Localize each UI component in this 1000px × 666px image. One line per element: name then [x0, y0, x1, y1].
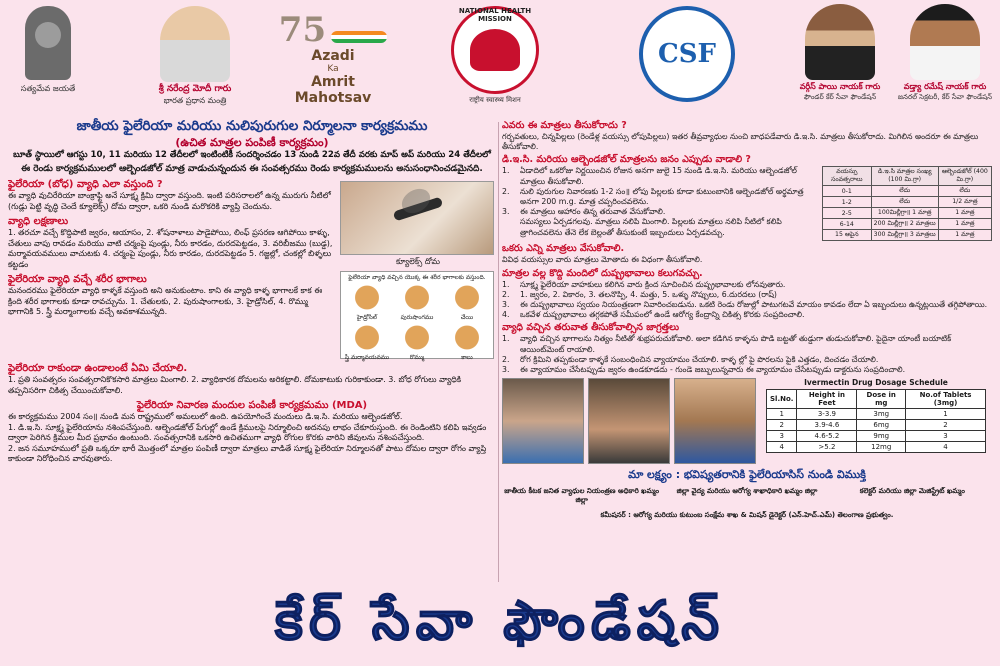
person2-portrait	[910, 4, 980, 80]
leg-image	[443, 324, 491, 354]
person1-name: వర్గీస్‌ పాయి నాయక్‌ గారు	[799, 82, 881, 91]
mosquito-image	[340, 181, 494, 255]
officer-2: జిల్లా వైద్య మరియు ఆరోగ్య శాఖాధికారి ఖమ్మం జిల్లా	[676, 487, 818, 496]
list-item: 2. నులి పురుగుల నివారణకు 1-2 సం॥ లోపు పిల్లలకు కూడా కుటుంబానికి ఆల్బెండజోల్‌ అర్థమాత్ర అనగా 200 m.g. మాత్ర చప్పరించవలెను.	[502, 186, 804, 207]
part-label-3: చేయి	[460, 314, 474, 321]
penis-image	[393, 284, 441, 314]
table-row: 6-14 200 మిల్లీగ్రా॥ 2 మాత్రలు 1 మాత్ర	[823, 219, 992, 230]
azadi-line3: Amrit Mahotsav	[294, 74, 372, 106]
section-heading-how: ఫైలేరియా (బోధ) వ్యాధి ఎలా వస్తుంది ?	[8, 179, 163, 190]
person2-block	[895, 4, 995, 116]
list-item: 1. సూక్ష్మ ఫైలేరియా వాహకులు కలిగిన వారు క్రింద సూచించిన దుష్ప్రభావాలకు లోనవుతారు.	[502, 279, 786, 289]
table-row: 1 3-3.9 3mg 1	[767, 409, 986, 420]
body-parts-image	[340, 271, 494, 359]
list-when	[502, 166, 816, 241]
nhm-caption: राष्ट्रीय स्वास्थ्य मिशन	[469, 96, 521, 104]
section-text-how: ఈ వ్యాధి వుచిరేరియా బాంక్రాఫ్టి అనే సూక్ష్మ క్రిమి ద్వారా వస్తుంది. ఇంటి పరిసరాలలో ఉన్న మురుగు నీటిలో (గుడ్లు పెట్టి వృద్ధి చెందే క్యూలెక్స్‌) దోమ ద్వారా, ఒకరి నుండి మరొకరికి వ్యాప్తి చెందును.	[8, 191, 331, 211]
commissioner-line: కమీషనర్‌ : ఆరోగ్య మరియు కుటుంబ సంక్షేమ శాఖ & మిషన్‌ డైరెక్టర్‌ (ఎన్‌.హెచ్‌.ఎమ్‌) తెలంగాణ ప్రభుత్వం.	[600, 511, 894, 520]
azadi-logo	[278, 12, 388, 108]
list-item: 1. ఏడాదిలో ఒకరోజు నిర్ణయించిన రోజున అనగా జులై 15 నుండి డి.ఇ.సి. మరియు ఆల్బెండజోల్‌ మాత్రలు తీసుకోవాలి.	[502, 166, 797, 186]
heading-precautions: వ్యాధి వచ్చిన తరువాత తీసుకోవాల్సిన జాగ్రత్తలు	[502, 322, 680, 334]
section-text-mda-2: 2. జన సమూహములో ప్రతి ఒక్కరూ భారీ మొత్తంలో మాత్రల పంపిణీ ద్వారా మాత్రలు వాడితే సూక్ష్మ ఫైలేరియా నిర్మూలనతో పాటు దోమల ద్వారా రోగం వ్యాప్తి కాకుండా నిరోధించిన వారవుతారు.	[8, 443, 487, 463]
section-heading-prevention: ఫైలేరియా రాకుండా ఉండాలంటే ఏమి చేయాలి.	[8, 363, 188, 374]
pm-name: శ్రీ నరేంద్ర మోదీ గారు	[158, 84, 232, 94]
tricolor-flag-icon	[331, 31, 387, 43]
intro-note: ఈ రెండు కార్యక్రమములలో ఆల్బెండజోల్‌ మాత్ర వాడుచున్నందున ఈ సంవత్సరము రెండు కార్యక్రమములను అనుసంధానించడమైనది.	[21, 164, 483, 174]
person2-title: జనరల్‌ సెక్రటరీ, కేర్‌ సేవా ఫౌండేషన్‌	[897, 93, 993, 101]
section-text-symptoms: 1. తరచూ వచ్చే కొద్దిపాటి జ్వరం, ఆయాసం, 2. శోషనాళాలు పాడైపోయి, లింఫ్‌ ప్రసరణ ఆగిపోయి కాళ్ళు, చేతులు వాపు రావడం మరియు వాటి చర్మంపై పుండ్లు, నీరు కారడం, దురదపెట్టడం, 3. వరిబీజము (బుడ్డ), మర్మావయవములు వాచుటకు 4. చర్మంపై పుండ్లు, నీరు కారడం, దురదపెట్టడం 5. గజ్జల్లో, చంకల్లో బిళ్ళలు కట్టడం	[8, 228, 333, 269]
pm-portrait	[160, 6, 230, 82]
list-item: 3. ఈ వ్యాయామం చేసేటప్పుడు జ్వరం ఉండకూడదు - గుండె జబ్బులున్నవారు ఈ వ్యాయామం చేసేటప్పుడు డాక్టరును సంప్రదించాలి.	[502, 365, 906, 375]
list-precautions	[502, 334, 992, 375]
table-row: 2-5 100మిల్లీగ్రా॥ 1 మాత్ర 1 మాత్ర	[823, 208, 992, 219]
national-emblem	[18, 6, 78, 106]
nhm-label: NATIONAL HEALTH MISSION	[458, 7, 532, 23]
azadi-line2: Ka	[327, 64, 339, 74]
nhm-logo	[440, 6, 550, 114]
heading-how-many: ఒకరు ఎన్ని మాత్రలు వేసుకోవాలి.	[502, 243, 625, 255]
section-heading-symptoms: వ్యాధి లక్షణాలు	[8, 216, 69, 227]
foundation-name: కేర్‌ సేవా ఫౌండేషన్‌	[274, 588, 726, 652]
officer-1: జాతీయ కీటక జనిత వ్యాధుల నియంత్రణ అధికారి ఖమ్మం జిల్లా	[504, 487, 660, 505]
ivermectin-schedule	[766, 378, 986, 464]
table-row: 1-2 లేదు 1/2 మాత్ర	[823, 197, 992, 208]
part-label-5: రొమ్ము	[409, 354, 425, 361]
part-label-2: పురుషాంగము	[400, 314, 434, 321]
right-column	[502, 118, 992, 588]
family-icon	[470, 29, 520, 71]
mosquito-caption: క్యూలెక్స్‌ దోమ	[395, 257, 441, 266]
table-row: 4 >5.2 12mg 4	[767, 442, 986, 453]
emblem-caption: సత్యమేవ జయతే	[20, 84, 76, 93]
person1-block	[790, 4, 890, 116]
officer-3: కలెక్టర్‌ మరియు జిల్లా మెజిస్ట్రేట్‌ ఖమ్మం	[859, 487, 965, 496]
ivermectin-table: Sl.No. Height in Feet Dose in mg No.of Tablets (3mg) 1 3-3.9 3mg 1 2 3.9-4.6 6mg 2 3 4.6-5.2 9mg 3 4 >5.2 12mg 4	[766, 389, 986, 453]
patient-photo-1	[502, 378, 584, 464]
list-item: 3. ఈ దుష్ప్రభావాలు స్వయం నియంత్రణగా నివారించబడును. ఒకటి రెండు రోజుల్లో పాటుగటవే మాయం కావడం లేదా ఏ ఇబ్బందులు ఉన్నట్లయితే తగ్గిపోతాయి.	[502, 300, 988, 310]
csf-logo	[632, 6, 742, 114]
table-row: 0-1 లేదు లేదు	[823, 186, 992, 197]
dose-header: ఆల్బెండజోల్‌ (400 మి.గ్రా)	[938, 167, 991, 186]
table-row: 15 ఆపైన 300 మిల్లీగ్రా॥ 3 మాత్రలు 1 మాత్ర	[823, 230, 992, 241]
patient-photo-3	[674, 378, 756, 464]
footer-banner	[0, 588, 1000, 666]
officers-row	[502, 487, 992, 505]
photos-row	[502, 378, 992, 464]
main-title: జాతీయ ఫైలేరియా మరియు నులిపురుగుల నిర్మూలనా కార్యక్రమము	[76, 118, 428, 134]
person2-name: వడ్త్యా రమేష్‌ నాయక్‌ గారు	[903, 82, 987, 91]
section-text-prevention: 1. ప్రతి సంవత్సరం సంవత్సరానికొకసారి మాత్రలు మింగాలి. 2. వ్యాధికారక దోమలను అరికట్టాలి. దోమకాటుకు గురికాకుండా. 3. బోధ రోగులు వ్యాధికి తప్పనిసరిగా చికిత్స చేయించుకోవాలి.	[8, 375, 461, 395]
part-label-4: స్త్రీ మర్మావయవము	[344, 354, 390, 361]
text-who-not: గర్భవతులు, చిన్నపిల్లలు (రెండేళ్ల వయస్సు లోపుపిల్లలు) ఇతర తీవ్రవ్యాధుల నుంచి బాధపడేవారు డి.ఇ.సి. మాత్రలు తీసుకోరాదు. మిగిలిన అందరూ ఈ మాత్రలు తీసుకోవాలి.	[502, 132, 979, 152]
heading-when: డి.ఇ.సి. మరియు ఆల్బెండజోల్‌ మాత్రలను జనం ఎప్పుడు వాడాలి ?	[502, 154, 751, 166]
female-genital-image	[343, 324, 391, 354]
list-item: 2. 1. జ్వరం, 2. వికారం, 3. తలనొప్పి, 4. మత్తు, 5. ఒళ్ళు నొప్పులు, 6.దురదలు (రాష్‌)	[502, 289, 777, 299]
section-row-1	[8, 175, 496, 359]
ivermectin-title: Ivermectin Drug Dosage Schedule	[804, 378, 948, 388]
section-text-mda-1: 1. డి.ఇ.సి. సూక్ష్మ ఫైలేరియాను నశింపచేస్తుంది. ఆల్బెండజోల్‌ పేగుల్లో ఉండే క్రిములపై నిర్మూలించి అదనపు లాభం చేకూరుస్తుంది. ఈ రెండింటిని కలిపి ఇవ్వడం ద్వారా పెరిగిన క్రిముల మీద ప్రభావం ఉంటుంది. సంవత్సరానికి ఒకసారి ఉచితముగా వ్యాధి రోగుల కొరకు వారిని జీవులను నశింపచేస్తుంది.	[8, 422, 487, 442]
emblem-icon	[25, 6, 71, 80]
nhm-ring	[451, 6, 539, 94]
section-text-body-parts: మనందరము ఫైలేరియా వ్యాధి కాళ్ళకే వస్తుంది అని అనుకుంటాం. కాని ఈ వ్యాధి కాళ్ళ భాగాలకే కాక ఈ క్రింది శరీర భాగాలకు కూడా రావచ్చును. 1. చేతులకు, 2. పురుషాంగాలకు, 3. హైడ్రోసిల్‌, 4. రొమ్ము భాగానికి 5. స్త్రీ మర్మాంగాలకు వచ్చే అవకాశమున్నది.	[8, 286, 323, 316]
person1-title: ఫౌండర్‌ కేర్‌ సేవా ఫౌండేషన్‌	[803, 93, 877, 101]
dose-header: వయస్సు సంవత్సరాలు	[823, 167, 872, 186]
table-row: 3 4.6-5.2 9mg 3	[767, 431, 986, 442]
pm-title: భారత ప్రధాన మంత్రి	[163, 96, 227, 105]
heading-who-not: ఎవరు ఈ మాత్రలు తీసుకోరాదు ?	[502, 120, 627, 131]
pm-photo-block	[150, 6, 240, 118]
section-heading-mda: ఫైలేరియా నివారణ మందుల పంపిణీ కార్యక్రమము (MDA)	[136, 400, 368, 411]
list-item: 4. ఒకవేళ దుష్ప్రభావాలు తగ్గకపోతే సమీపంలో ఉండే ఆరోగ్య కేంద్రాన్ని చికిత్స కొరకు సంప్రదించాలి.	[502, 310, 805, 320]
breast-image	[393, 324, 441, 354]
hydrocele-image	[343, 284, 391, 314]
list-item: సమస్యలు ఏర్పడగలవు. మాత్రలు నలిపి మింగాలి. పిల్లలకు మాత్రలు నలిపి నీటిలో కలిపి త్రాగించవలెను తేనె లేక బెల్లంతో తీసుకుంటే ఇబ్బందులు ఏర్పడవచ్చు.	[520, 217, 782, 237]
person1-portrait	[805, 4, 875, 80]
list-side-effects	[502, 280, 992, 321]
list-item: 2. రోగ క్రిమిని తప్పకుండా కాళ్ళకే సంబంధించిన వ్యాయామం చేయాలి. కాళ్ళ ల్లో పై పొరలను పైకి ఎత్తడం, దించడం చేయాలి.	[502, 354, 879, 364]
intro-dates: బూత్‌ స్థాయిలో ఆగస్టు 10, 11 మరియు 12 తేదీలలో ఇంటింటికీ సందర్శించడం 13 నుండి 22వ తేదీ వరకు మాప్‌ అప్‌ మరియు 24 తేదీలలో	[13, 150, 491, 160]
table-row: 2 3.9-4.6 6mg 2	[767, 420, 986, 431]
csf-label: CSF	[658, 39, 716, 69]
list-item: 3. ఈ మాత్రలు ఆహారం తిన్న తరువాత వేసుకోవాలి.	[502, 207, 666, 217]
csf-circle	[639, 6, 735, 102]
patient-photo-2	[588, 378, 670, 464]
sub-title: (ఉచిత మాత్రల పంపిణీ కార్యక్రమం)	[175, 136, 329, 149]
azadi-number: 75	[278, 10, 327, 50]
text-how-many: వివిధ వయస్సుల వారు మాత్రలు మోతాదు ఈ విధంగా తీసుకోవాలి.	[502, 255, 703, 265]
azadi-line1: Azadi	[311, 48, 355, 64]
list-item: 1. వ్యాధి వచ్చిన భాగాలను నిత్యం నీటితో శుభ్రపరుచుకోవాలి. అలా కడిగిన కాళ్ళను పొడి బట్టతో తుడ్డుగా తుడుచుకోవాలి. పైదైనా యాంటీ బయాటిక్‌ ఆయింట్‌మెంట్‌ రాయాలి.	[502, 334, 952, 354]
body-parts-header: ఫైలేరియా వ్యాధి వచ్చిన యొక్క ఈ శరీర భాగాలకు వస్తుంది.	[348, 274, 486, 281]
goal-statement: మా లక్ష్యం : భవిష్యతరానికి ఫైలేరియాసిస్‌ నుండి విముక్తి	[628, 468, 866, 482]
dose-header: డి.ఇ.సి మాత్రల సంఖ్య (100 మి.గ్రా)	[871, 167, 938, 186]
left-column	[8, 118, 496, 588]
part-label-1: హైడ్రోసిల్‌	[356, 314, 378, 321]
header	[0, 0, 1000, 118]
section-text-mda-intro: ఈ కార్యక్రమము 2004 సం॥ నుండి మన రాష్ట్రములో అమలులో ఉంది. ఉపయోగించే మందులు డి.ఇ.సి. మరియు ఆల్బెండజోల్‌.	[8, 412, 403, 421]
section-heading-body-parts: ఫైలేరియా వ్యాధి వచ్చే శరీర భాగాలు	[8, 274, 147, 285]
part-label-6: కాలు	[461, 354, 473, 361]
arm-image	[443, 284, 491, 314]
dose-table	[822, 166, 992, 241]
heading-side-effects: మాత్రల వల్ల కొద్ది మందిలో దుష్ప్రభావాలు కలుగవచ్చు.	[502, 267, 703, 279]
column-divider	[498, 122, 499, 582]
